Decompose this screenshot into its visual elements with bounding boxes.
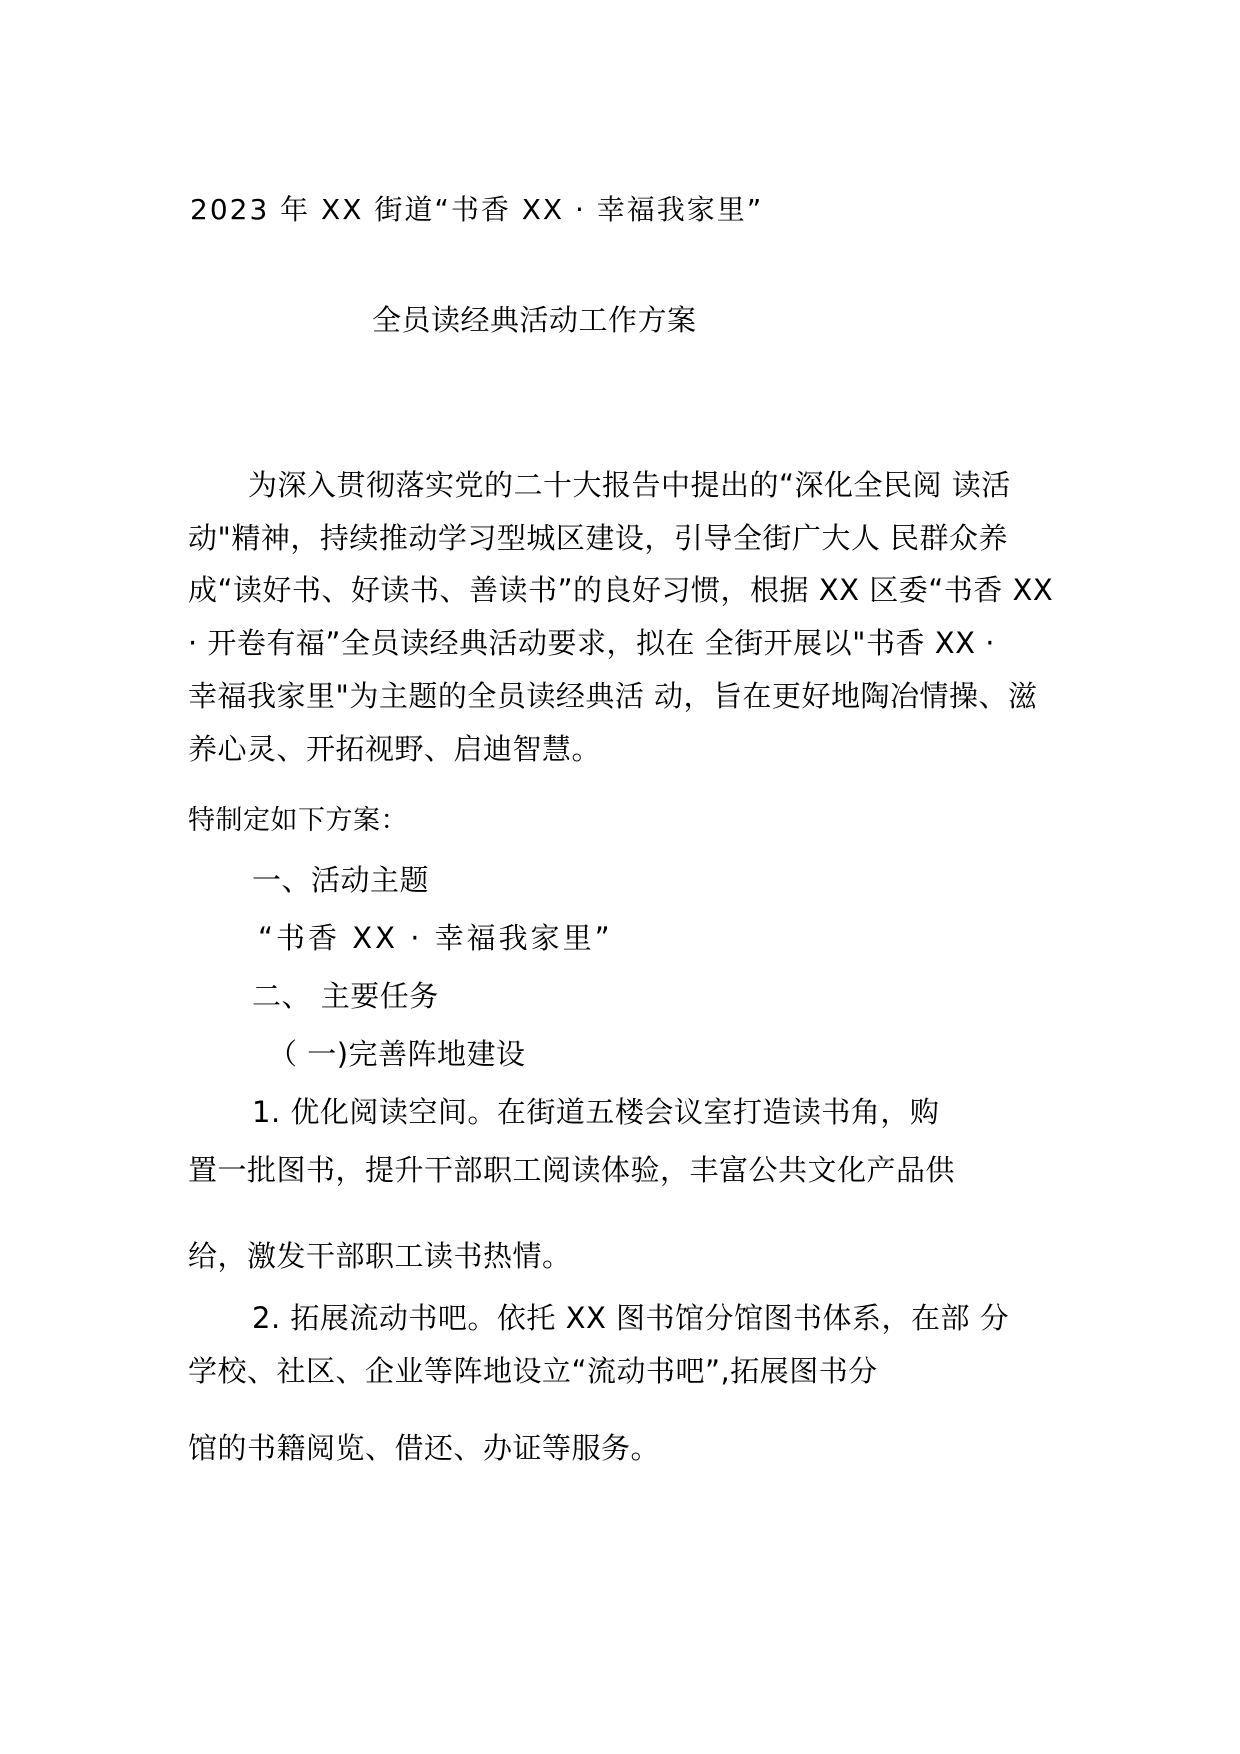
- theme-text: “书香 XX · 幸福我家里”: [258, 921, 613, 955]
- task-item-2-line: 学校、社区、企业等阵地设立“流动书吧”,拓展图书分: [188, 1354, 878, 1388]
- subsection-heading: （ 一)完善阵地建设: [268, 1037, 526, 1071]
- section-heading-theme: 一、活动主题: [252, 863, 430, 897]
- intro-paragraph-line: 动"精神，持续推动学习型城区建设，引导全街广大人 民群众养: [188, 521, 1009, 555]
- section-heading-tasks: 二、 主要任务: [252, 979, 439, 1013]
- intro-paragraph-line: 幸福我家里"为主题的全员读经典活 动，旨在更好地陶冶情操、滋: [188, 679, 1038, 713]
- intro-paragraph-line: 为深入贯彻落实党的二十大报告中提出的“深化全民阅 读活: [248, 468, 1011, 502]
- task-item-2-line: 馆的书籍阅览、借还、办证等服务。: [188, 1431, 661, 1465]
- task-item-2-line: 2. 拓展流动书吧。依托 XX 图书馆分馆图书体系，在部 分: [252, 1301, 1010, 1335]
- task-item-1-line: 1. 优化阅读空间。在街道五楼会议室打造读书角，购: [252, 1095, 940, 1129]
- document-title-line-1: 2023 年 XX 街道“书香 XX · 幸福我家里”: [190, 193, 764, 226]
- document-title-line-2: 全员读经典活动工作方案: [372, 303, 697, 337]
- task-item-1-line: 置一批图书，提升干部职工阅读体验，丰富公共文化产品供: [188, 1153, 956, 1187]
- task-item-1-line: 给，激发干部职工读书热情。: [188, 1239, 572, 1273]
- intro-paragraph-line: · 开卷有福”全员读经典活动要求，拟在 全街开展以"书香 XX ·: [188, 626, 995, 660]
- intro-paragraph-line: 成“读好书、好读书、善读书”的良好习惯，根据 XX 区委“书香 XX: [188, 573, 1054, 607]
- plan-intro-text: 特制定如下方案：: [188, 805, 408, 836]
- intro-paragraph-line: 养心灵、开拓视野、启迪智慧。: [188, 732, 602, 766]
